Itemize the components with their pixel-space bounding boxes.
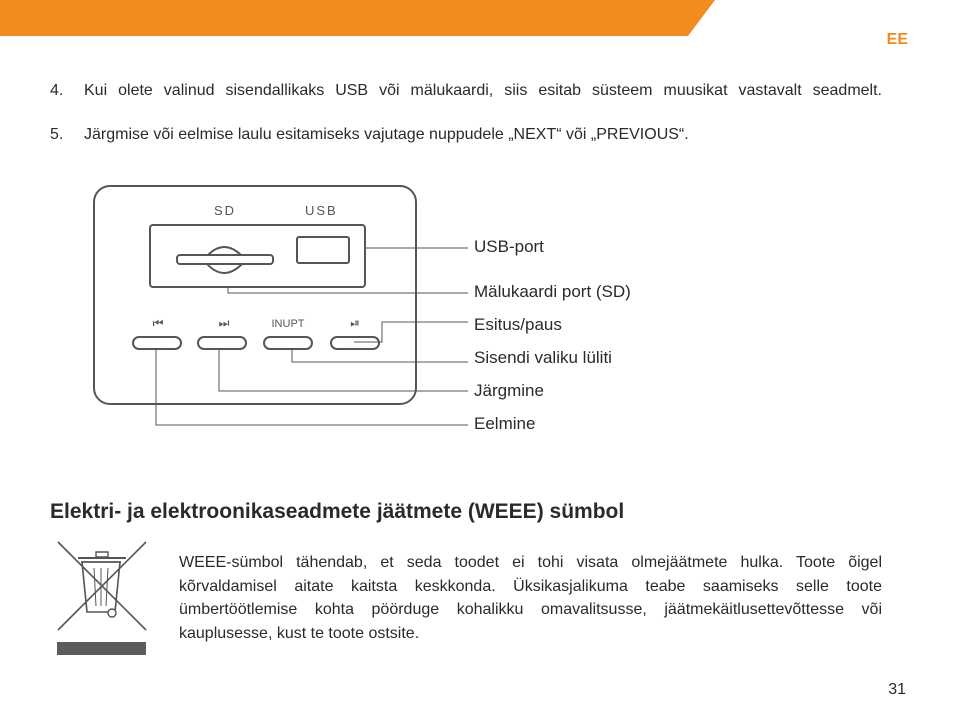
callout-input-switch: Sisendi valiku lüliti [474,348,612,367]
callout-sd-port: Mälukaardi port (SD) [474,282,631,301]
bin-rib [94,568,96,606]
step-number: 5. [50,126,64,143]
callout-previous: Eelmine [474,414,536,433]
step-number: 4. [50,82,64,99]
previous-button[interactable] [133,337,181,349]
callout-next: Järgmine [474,381,544,400]
input-button[interactable] [264,337,312,349]
leader-input-switch [292,349,468,362]
weee-description: WEEE-sümbol tähendab, et seda toodet ei tohi visata olmejäätmete hulka. Toote õigel kõrvaldamisel aitate kaitsta keskkonda. Üksikasjalikuma teabe saamiseks selle toote ümbertöötlemise kohta pöörduge kohalikku omavalitsusse, jäätmekäitlusettevõttesse või kauplusesse, kust te toote ostsite. [179,554,882,642]
step-text: Kui olete valinud sisendallikaks USB või mälukaardi, siis esitab süsteem muusikat vastavalt seadmelt. [84,82,882,99]
play-pause-icon: ⏯ [350,316,360,330]
callout-usb-port: USB-port [474,237,544,256]
previous-icon: ⏮ [152,316,164,330]
play-pause-button[interactable] [331,337,379,349]
sd-slot-notch-bottom [207,264,242,273]
language-tag: EE [886,31,908,48]
device-panel-outline [94,186,416,404]
bin-handle [96,552,108,557]
step-text: Järgmise või eelmise laulu esitamiseks vajutage nuppudele „NEXT“ või „PREVIOUS“. [84,126,689,143]
crossed-bin-icon [52,538,152,663]
bin-rib [106,568,108,606]
callout-play-pause: Esitus/paus [474,315,562,334]
weee-bar [57,642,146,655]
sd-slot [177,255,273,264]
input-label: INUPT [271,318,305,330]
leader-next [219,349,468,391]
sd-port-label: SD [214,203,237,218]
usb-port-label: USB [305,203,338,218]
next-button[interactable] [198,337,246,349]
usb-slot [297,237,349,263]
page-number: 31 [888,681,906,698]
bin-wheel [108,609,116,617]
weee-section-title: Elektri- ja elektroonikaseadmete jäätmete (WEEE) sümbol [50,500,625,523]
leader-previous [156,349,468,425]
next-icon: ⏭ [218,316,230,330]
